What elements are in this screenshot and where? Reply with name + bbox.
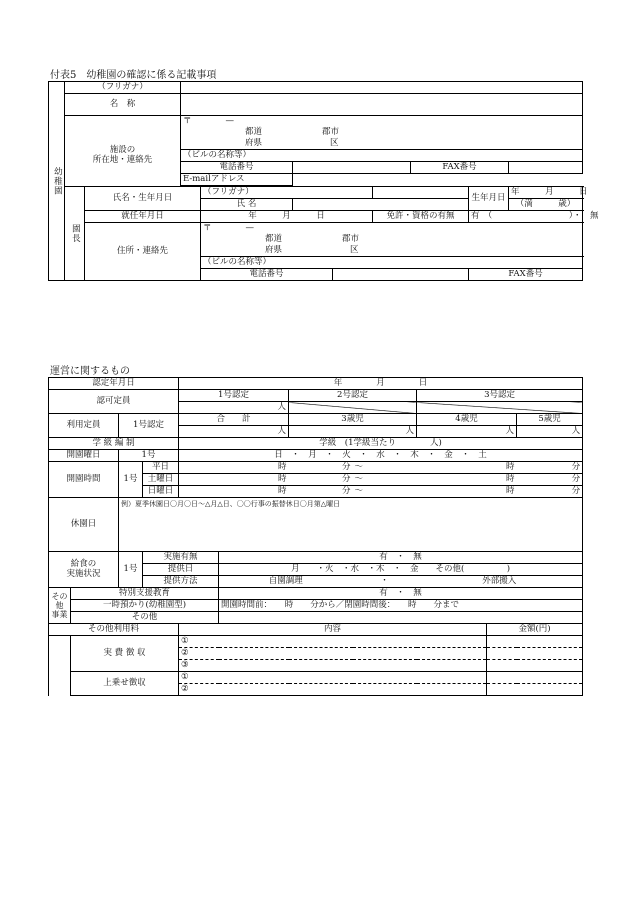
director-address-label: 住所・連絡先: [85, 223, 201, 281]
sunday-start-hour[interactable]: 時: [179, 486, 289, 498]
tel-input[interactable]: [293, 162, 411, 174]
fax-input[interactable]: [509, 162, 583, 174]
sunday-end-min[interactable]: 分: [517, 486, 583, 498]
actual-cost-item-1[interactable]: ①: [179, 636, 487, 648]
saturday-label: 土曜日: [143, 474, 179, 486]
meal-days-label: 提供日: [143, 564, 219, 576]
director-building-name[interactable]: （ビルの名称等）: [201, 257, 583, 269]
birth-ymd[interactable]: 年 月 日: [509, 187, 583, 199]
building-name[interactable]: （ビルの名称等）: [181, 150, 583, 162]
surcharge-item-1[interactable]: ①: [179, 672, 487, 684]
director-tel-input[interactable]: [333, 269, 469, 281]
director-side-label: 園長: [65, 187, 85, 281]
actual-cost-label: 実 費 徴 収: [71, 636, 179, 672]
actual-cost-amount-2[interactable]: [487, 648, 583, 660]
amount-header: 金額(円): [487, 624, 583, 636]
director-gunshi-label: 郡市: [342, 233, 360, 244]
cap-type2-na: [289, 402, 417, 414]
ku-label: 区: [330, 137, 339, 148]
name-label: 名 称: [65, 94, 181, 116]
meal-provided-value[interactable]: 有 ・ 無: [219, 552, 583, 564]
age4-label: 4歳児: [417, 414, 517, 426]
other-business-label: その 他 事業: [49, 588, 71, 624]
age-field[interactable]: （満 歳）: [509, 199, 583, 211]
facility-postal[interactable]: 〒 —: [181, 116, 583, 128]
licensed-capacity-label: 認可定員: [49, 390, 179, 414]
director-furigana-label: （フリガナ）: [201, 187, 373, 199]
actual-cost-amount-3[interactable]: [487, 660, 583, 672]
sunday-start-min[interactable]: 分: [289, 486, 353, 498]
surcharge-amount-2[interactable]: [487, 684, 583, 696]
closed-days-label: 休園日: [49, 498, 119, 552]
director-furigana-input[interactable]: [373, 187, 469, 199]
saturday-end-hour[interactable]: 時: [417, 474, 517, 486]
saturday-end-min[interactable]: 分: [517, 474, 583, 486]
special-support-label: 特別支援教育: [71, 588, 219, 600]
surcharge-item-2[interactable]: ②: [179, 684, 487, 696]
meal-type1: 1号: [119, 552, 143, 588]
saturday-start-hour[interactable]: 時: [179, 474, 289, 486]
content-header: 内容: [179, 624, 487, 636]
weekday-tilde: ～: [353, 462, 417, 474]
facility-address-label: 施設の 所在地・連絡先: [65, 116, 181, 187]
birth-label: 生年月日: [469, 187, 509, 211]
director-name-birth-label: 氏名・生年月日: [85, 187, 201, 211]
appointment-date[interactable]: 年 月 日: [201, 211, 373, 223]
sunday-end-hour[interactable]: 時: [417, 486, 517, 498]
weekday-start-min[interactable]: 分: [289, 462, 353, 474]
cap-type3-label: 3号認定: [417, 390, 583, 402]
open-days-label: 開園曜日: [49, 450, 119, 462]
actual-cost-item-3[interactable]: ③: [179, 660, 487, 672]
director-tel-label: 電話番号: [201, 269, 333, 281]
todo-label: 都道: [245, 126, 263, 137]
meal-method-dot: ・: [353, 576, 417, 588]
other-label: その他: [71, 612, 219, 624]
meal-label: 給食の 実施状況: [49, 552, 119, 588]
license-field[interactable]: 有 （ ）・ 無: [469, 211, 583, 223]
other-fees-label: その他利用料: [49, 624, 179, 636]
surcharge-label: 上乗せ徴収: [71, 672, 179, 696]
open-hours-label: 開園時間: [49, 462, 119, 498]
director-fax-label: FAX番号: [469, 269, 583, 281]
weekday-start-hour[interactable]: 時: [179, 462, 289, 474]
class-structure-label: 学 級 編 制: [49, 438, 179, 450]
total-label: 合 計: [179, 414, 289, 426]
form-title: 付表5 幼稚園の確認に係る記載事項: [50, 70, 217, 81]
weekday-end-hour[interactable]: 時: [417, 462, 517, 474]
meal-method-external[interactable]: 外部搬入: [417, 576, 583, 588]
temp-care-value[interactable]: 開園時間前： 時 分から／閉園時間後： 時 分まで: [219, 600, 583, 612]
approval-date-label: 認定年月日: [49, 378, 179, 390]
age5-value[interactable]: 人: [517, 426, 583, 438]
age5-label: 5歳児: [517, 414, 583, 426]
appointment-date-label: 就任年月日: [85, 211, 201, 223]
director-todo-label: 都道: [265, 233, 283, 244]
cap-type3-na: [417, 402, 583, 414]
actual-cost-amount-1[interactable]: [487, 636, 583, 648]
kindergarten-info-table: [48, 81, 599, 281]
saturday-tilde: ～: [353, 474, 417, 486]
director-name-input[interactable]: [293, 199, 469, 211]
closed-days-example[interactable]: 例）夏季休園日〇月〇日～△月△日、〇〇行事の振替休日〇月第△曜日: [119, 498, 583, 552]
meal-method-label: 提供方法: [143, 576, 219, 588]
director-ku-label: 区: [350, 244, 359, 255]
open-hours-type1: 1号: [119, 462, 143, 498]
director-name-label: 氏 名: [201, 199, 293, 211]
age3-value[interactable]: 人: [289, 426, 417, 438]
director-fuken-label: 府県: [265, 244, 283, 255]
sunday-tilde: ～: [353, 486, 417, 498]
other-value[interactable]: [219, 612, 583, 624]
cap-type1-value[interactable]: 人: [179, 402, 289, 414]
kindergarten-side-label: 幼稚園: [49, 82, 65, 281]
temp-care-label: 一時預かり(幼稚園型): [71, 600, 219, 612]
fuken-label: 府県: [245, 137, 263, 148]
special-support-value[interactable]: 有 ・ 無: [219, 588, 583, 600]
usage-capacity-label: 利用定員: [49, 414, 119, 438]
gunshi-label: 郡市: [322, 126, 340, 137]
email-label: E-mailアドレス: [181, 174, 293, 186]
class-structure-value[interactable]: 学級 (1学級当たり 人): [179, 438, 583, 450]
director-postal[interactable]: 〒 —: [201, 223, 583, 235]
surcharge-amount-1[interactable]: [487, 672, 583, 684]
cap-type2-label: 2号認定: [289, 390, 417, 402]
total-value[interactable]: 人: [179, 426, 289, 438]
sunday-label: 日曜日: [143, 486, 179, 498]
approval-date[interactable]: 年 月 日: [179, 378, 583, 390]
email-input[interactable]: [293, 174, 583, 186]
age3-label: 3歳児: [289, 414, 417, 426]
license-label: 免許・資格の有無: [373, 211, 469, 223]
furigana-label: （フリガナ）: [65, 82, 181, 94]
weekday-end-min[interactable]: 分: [517, 462, 583, 474]
operation-table: [48, 377, 583, 696]
saturday-start-min[interactable]: 分: [289, 474, 353, 486]
tel-label: 電話番号: [181, 162, 293, 174]
open-days-value[interactable]: 日 ・ 月 ・ 火 ・ 水 ・ 木 ・ 金 ・ 土: [179, 450, 583, 462]
cap-type1-label: 1号認定: [179, 390, 289, 402]
meal-provided-label: 実施有無: [143, 552, 219, 564]
fax-label: FAX番号: [411, 162, 509, 174]
furigana-input[interactable]: [181, 82, 583, 94]
weekday-label: 平日: [143, 462, 179, 474]
actual-cost-item-2[interactable]: ②: [179, 648, 487, 660]
open-days-type1: 1号: [119, 450, 179, 462]
meal-method-inhouse[interactable]: 自園調理: [219, 576, 353, 588]
age4-value[interactable]: 人: [417, 426, 517, 438]
name-input[interactable]: [181, 94, 583, 116]
section-title-operation: 運営に関するもの: [50, 366, 130, 377]
meal-days-value[interactable]: 月 ・火 ・水 ・木 ・ 金 その他( ): [219, 564, 583, 576]
usage-type1-label: 1号認定: [119, 414, 179, 438]
